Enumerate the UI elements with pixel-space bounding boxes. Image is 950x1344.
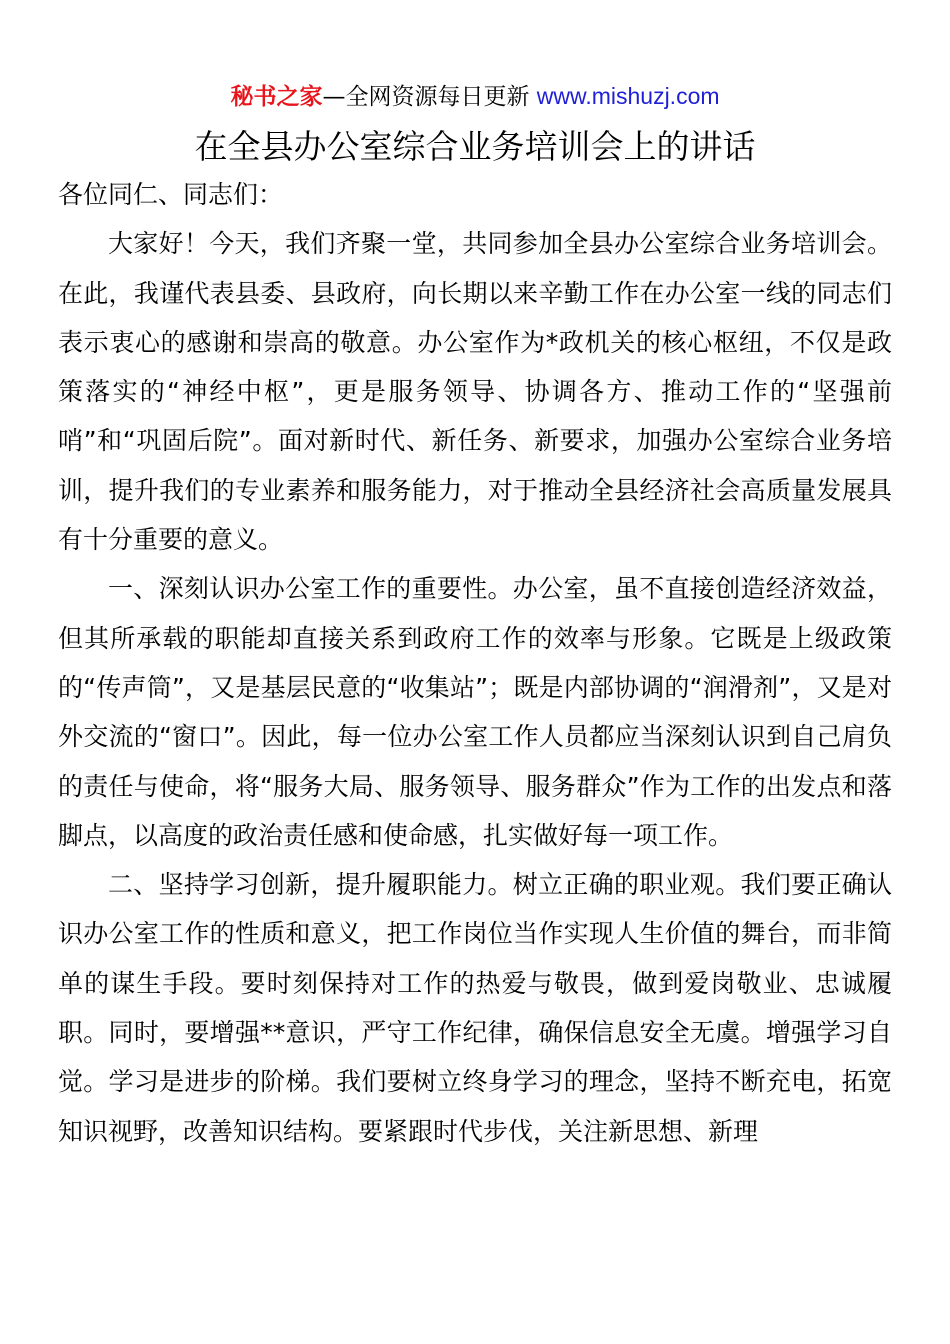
paragraph-section-one: 一、深刻认识办公室工作的重要性。办公室，虽不直接创造经济效益，但其所承载的职能却直接关系到政府工作的效率与形象。它既是上级政策的“传声筒”，又是基层民意的“收集站”；既是内部协调的“润滑剂”，又是对外交流的“窗口”。因此，每一位办公室工作人员都应当深刻认识到自己肩负的责任与使命，将“服务大局、服务领导、服务群众”作为工作的出发点和落脚点，以高度的政治责任感和使命感，扎实做好每一项工作。 [58,574,892,850]
site-url-link[interactable]: www.mishuzj.com [536,83,720,109]
salutation: 各位同仁、同志们： [58,180,284,209]
document-title: 在全县办公室综合业务培训会上的讲话 [194,127,756,166]
site-tagline: —全网资源每日更新 [322,84,537,110]
site-brand: 秘书之家 [230,84,323,110]
site-header [0,80,950,113]
document-body [58,170,892,1156]
paragraph-section-two: 二、坚持学习创新，提升履职能力。树立正确的职业观。我们要正确认识办公室工作的性质和意义，把工作岗位当作实现人生价值的舞台，而非简单的谋生手段。要时刻保持对工作的热爱与敬畏，做到爱岗敬业、忠诚履职。同时，要增强**意识，严守工作纪律，确保信息安全无虞。增强学习自觉。学习是进步的阶梯。我们要树立终身学习的理念，坚持不断充电，拓宽知识视野，改善知识结构。要紧跟时代步伐，关注新思想、新理 [58,870,892,1146]
paragraph-intro: 大家好！今天，我们齐聚一堂，共同参加全县办公室综合业务培训会。在此，我谨代表县委、县政府，向长期以来辛勤工作在办公室一线的同志们表示衷心的感谢和崇高的敬意。办公室作为*政机关的核心枢纽，不仅是政策落实的“神经中枢”，更是服务领导、协调各方、推动工作的“坚强前哨”和“巩固后院”。面对新时代、新任务、新要求，加强办公室综合业务培训，提升我们的专业素养和服务能力，对于推动全县经济社会高质量发展具有十分重要的意义。 [58,229,892,555]
